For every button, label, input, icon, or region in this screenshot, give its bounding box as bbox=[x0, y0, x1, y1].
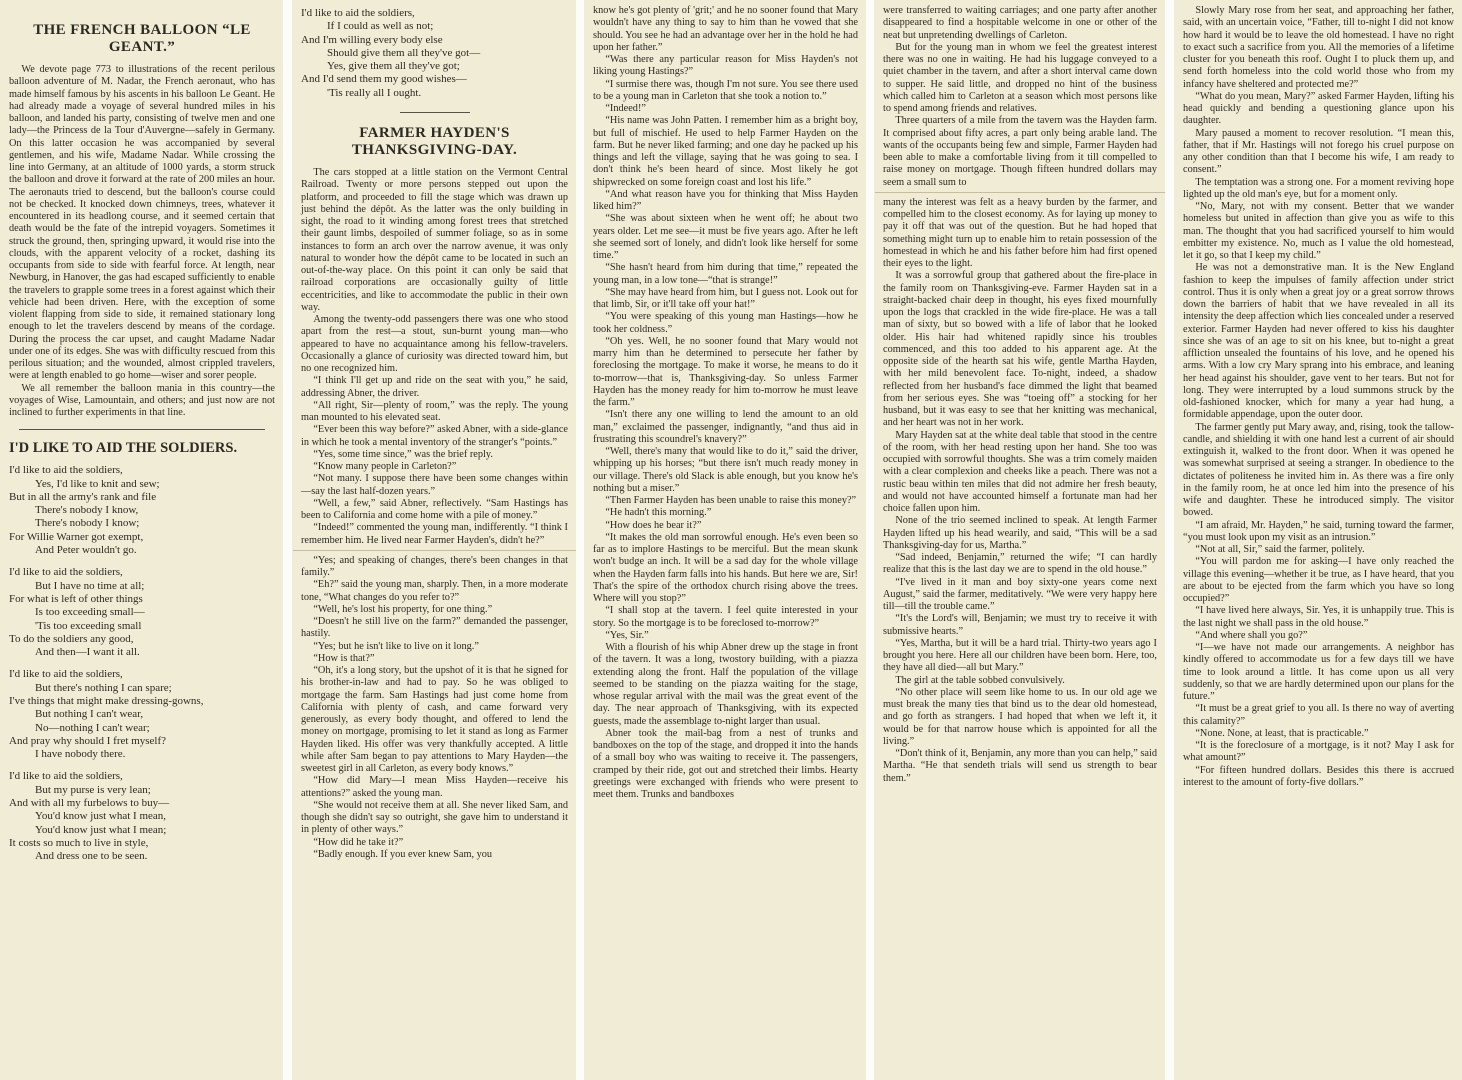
article-paragraph: Mary paused a moment to recover resolution. “I mean this, father, that if Mr. Hastings will not forego his cruel purpose on any other condition than that I become his wife, I am ready to consent.” bbox=[1183, 127, 1454, 176]
poem-stanza bbox=[301, 7, 568, 100]
article-paragraph: “For fifteen hundred dollars. Besides this there is accrued interest to the amount of forty-five dollars.” bbox=[1183, 764, 1454, 788]
article-paragraph: The cars stopped at a little station on the Vermont Central Railroad. Twenty or more persons stepped out upon the platform, and proceeded to fill the stage which was drawn up just behind the dépôt. As the latter was the only building in sight, the road to it winding among forest trees that stretched their gaunt limbs, despoiled of summer foliage, so as in some instances to form an arch over the narrow avenue, it was only natural to wonder how the dépôt came to be located in such an out-of-the-way place. On this point it can only be said that railroad corporations are occasionally guilty of little eccentricities, and like to accommodate the public in their own way. bbox=[301, 167, 568, 313]
article-paragraph: “How did he take it?” bbox=[313, 836, 404, 848]
poem-line: I've things that might make dressing-gowns, bbox=[9, 695, 204, 707]
poem-line: If I could as well as not; bbox=[327, 20, 434, 33]
article-paragraph: “I've lived in it man and boy sixty-one years come next August,” said the farmer, meditatively. “We were very happy here till—till the trouble came.” bbox=[883, 576, 1157, 612]
poem-line: For what is left of other things bbox=[9, 592, 143, 605]
article-paragraph: “Yes, some time since,” was the brief reply. bbox=[313, 448, 493, 460]
article-paragraph: It was a sorrowful group that gathered about the fire-place in the family room on Thanksgiving-eve. Farmer Hayden sat in a straight-backed chair deep in thought, his eyes fixed mournfully upon the logs that crackled in the wide fire-place. He was a tall man of sixty, but so bowed with a life of labor that he looked older. His hair had whitened rapidly since his troubles commenced, and this too added to his apparent age. At the opposite side of the hearth sat his wife, gentle Martha Hayden, with her mild benevolent face. To-night, indeed, a shadow reflected from her husband's face dimmed the light that beamed from her serious eyes. She was “toeing off” a stocking for her husband, but it was easy to see that her knitting was mechanical, and her heart was not in her work. bbox=[883, 270, 1157, 429]
article-paragraph: “She may have heard from him, but I guess not. Look out for that limb, Sir, or it'll take off your hat!” bbox=[593, 286, 858, 310]
article-paragraph: Slowly Mary rose from her seat, and approaching her father, said, with an uncertain voice, “Father, till to-night I did not know how hard it would be to leave the old homestead. I have no right to exact such a sacrifice from you. All the memories of a lifetime cluster for you beneath this roof. Ought I to pluck them up, and send forth homeless into the cold world those who from my infancy have sheltered and protected me?” bbox=[1183, 5, 1454, 90]
poem-line: Yes, give them all they've got; bbox=[327, 60, 460, 73]
article-paragraph: “Yes, Sir.” bbox=[605, 629, 649, 641]
poem-line: But in all the army's rank and file bbox=[9, 490, 157, 503]
poem-line: I'd like to aid the soldiers, bbox=[9, 566, 123, 579]
article-paragraph: “No other place will seem like home to us. In our old age we must break the many ties that bind us to the dear old homestead, and go forth as strangers. I had hoped that when we left it, it would be for that narrow house which is appointed for all the living.” bbox=[883, 686, 1157, 747]
article-paragraph: “Don't think of it, Benjamin, any more than you can help,” said Martha. “He that sendeth trials will send us strength to bear them.” bbox=[883, 748, 1157, 784]
article-paragraph: “Yes, Martha, but it will be a hard trial. Thirty-two years ago I brought you here. Here all our children have been born. Here, too, they have all died—all but Mary.” bbox=[883, 637, 1157, 674]
poem-line: To do the soldiers any good, bbox=[9, 632, 134, 645]
article-paragraph: “Isn't there any one willing to lend the amount to an old man,” exclaimed the passenger, indignantly, “and thus aid in frustrating this scoundrel's knavery?” bbox=[593, 409, 858, 445]
article-paragraph: “Know many people in Carleton?” bbox=[313, 461, 457, 473]
article-paragraph: “Well, a few,” said Abner, reflectively. “Sam Hastings has been to California and come home with a pile of money.” bbox=[301, 497, 568, 522]
column-gap bbox=[866, 0, 874, 1080]
article-paragraph: “Badly enough. If you ever knew Sam, you bbox=[313, 848, 493, 860]
article-paragraph: “All right, Sir—plenty of room,” was the reply. The young man mounted to his elevated seat. bbox=[301, 399, 568, 424]
article-paragraph: “Not many. I suppose there have been some changes within—say the last half-dozen years.” bbox=[301, 473, 568, 497]
article-paragraph: “Well, he's lost his property, for one thing.” bbox=[313, 603, 493, 615]
article-paragraph: With a flourish of his whip Abner drew up the stage in front of the tavern. It was a long, twostory building, with a piazza extending along the front. Half the population of the village seemed to be standing on the piazza waiting for the stage, whose regular arrival with the mail was the great event of the day. The near approach of Thanksgiving, with its expected guests, made the assemblage to-night larger than usual. bbox=[593, 642, 858, 727]
article-paragraph: “I shall stop at the tavern. I feel quite interested in your story. So the mortgage is to be foreclosed to-morrow?” bbox=[593, 605, 858, 629]
article-paragraph: “Oh yes. Well, he no sooner found that Mary would not marry him than he determined to persecute her father by foreclosing the mortgage. To make it worse, he means to do it to-morrow—that is, Thanksgiving-day. So unless Farmer Hayden has the money ready for him to-morrow he must leave the farm.” bbox=[593, 335, 858, 408]
poem-line: I'd like to aid the soldiers, bbox=[9, 668, 123, 681]
poem-line: And dress one to be seen. bbox=[35, 850, 148, 863]
poem-line: But my purse is very lean; bbox=[35, 783, 151, 796]
article-paragraph: “It's the Lord's will, Benjamin; we must try to receive it with submissive hearts.” bbox=[883, 613, 1157, 637]
column-gap bbox=[576, 0, 584, 1080]
poem-stanza bbox=[9, 464, 275, 557]
article-paragraph: The temptation was a strong one. For a moment reviving hope lighted up the old man's eye, but for a moment only. bbox=[1183, 176, 1454, 200]
poem-stanza bbox=[9, 770, 275, 863]
article-paragraph: “Ever been this way before?” asked Abner, with a side-glance in which he took a mental inventory of the stranger's “points.” bbox=[301, 424, 568, 448]
poem-line: And with all my furbelows to buy— bbox=[9, 797, 170, 810]
article-paragraph: “I have lived here always, Sir. Yes, it is unhappily true. This is the last night we shall pass in the old house.” bbox=[1183, 605, 1454, 629]
article-paragraph: “I think I'll get up and ride on the seat with you,” he said, addressing Abner, the driver. bbox=[301, 375, 568, 399]
article-paragraph: “Sad indeed, Benjamin,” returned the wife; “I can hardly realize that this is the last day we are to spend in the old house.” bbox=[883, 552, 1157, 576]
article-paragraph: The farmer gently put Mary away, and, rising, took the tallow-candle, and shielding it with one hand lest a current of air should extinguish it, walked to the front door. When it was opened he was somewhat surprised at seeing a stranger. In obedience to the dictates of politeness he invited him in. As there was a fire only in the family room, he at once led him into the presence of his wife and daughter. These he introduced simply. The visitor bowed. bbox=[1183, 421, 1454, 519]
poem-line: But nothing I can't wear, bbox=[35, 708, 144, 721]
poem-line: And pray why should I fret myself? bbox=[9, 734, 167, 747]
article-paragraph: “And what reason have you for thinking that Miss Hayden liked him?” bbox=[593, 188, 858, 212]
poem-line: Should give them all they've got— bbox=[327, 46, 481, 59]
poem-line: 'Tis too exceeding small bbox=[35, 619, 142, 632]
article-headline: THE FRENCH BALLOON “LE GEANT.” bbox=[33, 22, 251, 55]
article-paragraph: “Indeed!” bbox=[605, 103, 646, 114]
column-4 bbox=[874, 0, 1165, 1080]
article-paragraph: “And where shall you go?” bbox=[1195, 629, 1308, 641]
poem-line: I'd like to aid the soldiers, bbox=[301, 7, 415, 19]
article-paragraph: “She was about sixteen when he went off; he about two years older. Let me see—it must be five years ago. After he left she seemed sort of lonely, and didn't look like herself for some time.” bbox=[593, 213, 858, 261]
poem-line: You'd know just what I mean, bbox=[35, 810, 167, 823]
article-paragraph: “Oh, it's a long story, but the upshot of it is that he signed for his brother-in-law and had to pay. So he was obliged to mortgage the farm. Sam Hastings had just come home from California with plenty of cash, and came forward very generously, as every body thought, and offered to lend the money on mortgage, promising to let it stand as long as Farmer Hayden liked. His offer was very thankfully accepted. A little while after Sam began to pay attentions to Mary Hayden—the sweetest girl in all Carleton, as every body knows.” bbox=[301, 665, 568, 775]
article-paragraph: “No, Mary, not with my consent. Better that we wander homeless but united in affection than give you as wife to this man. The thought that you had sacrificed yourself to him would embitter my existence. No, much as I value the old homestead, let it go, so that I keep my child.” bbox=[1183, 201, 1454, 261]
article-paragraph: “I—we have not made our arrangements. A neighbor has kindly offered to accommodate us for a few days till we have time to look around a little. It has come upon us all very suddenly, so that we are hardly determined upon our plans for the future.” bbox=[1183, 642, 1454, 702]
poem-stanza bbox=[9, 566, 275, 659]
article-paragraph: He was not a demonstrative man. It is the New England fashion to keep the impulses of family affection under strict control. Thus it is only when a great joy or a great sorrow throws down the barriers of habit that we have revealed in all its intensity the deep affection which lies concealed under a reserved exterior. Farmer Hayden had never offered to kiss his daughter since she was of an age to sit on his knee, but to-night a great affliction unsealed the fountains of his love, and he opened his arms. With a low cry Mary sprang into his embrace, and leaning her head against his shoulder, gave vent to her tears. But not for long. They were interrupted by a loud summons struck by the old-fashioned knocker, which for many a year had hung, a formidable appendage, upon the outer door. bbox=[1183, 262, 1454, 421]
article-paragraph: “It makes the old man sorrowful enough. He's even been so far as to implore Hastings to be merciful. But the mean skunk won't budge an inch. It will be a sad day for the whole village when the Hayden farm falls into his hands. But here we are, Sir! That's the spire of the orthodox church rising above the trees. Where will you stop?” bbox=[593, 531, 858, 604]
poem-line: No—nothing I can't wear; bbox=[35, 721, 150, 734]
article-paragraph: “She hasn't heard from him during that time,” repeated the young man, in a low tone—“that is strange!” bbox=[593, 262, 858, 286]
article-headline: I'D LIKE TO AID THE SOLDIERS. bbox=[9, 440, 238, 457]
poem-stanza bbox=[9, 668, 275, 761]
article-paragraph: “You were speaking of this young man Hastings—how he took her coldness.” bbox=[593, 311, 858, 335]
article-paragraph: “Not at all, Sir,” said the farmer, politely. bbox=[1195, 544, 1365, 555]
article-paragraph: “He hadn't this morning.” bbox=[605, 507, 712, 519]
article-paragraph: “Was there any particular reason for Miss Hayden's not liking young Hastings?” bbox=[593, 54, 858, 78]
article-headline: FARMER HAYDEN'S THANKSGIVING-DAY. bbox=[351, 125, 518, 159]
article-paragraph: Three quarters of a mile from the tavern was the Hayden farm. It comprised about fifty acres, a part only being arable land. The wants of the occupants being few and simple, Farmer Hayden had been able to make a comfortable living from it till compelled to raise money on mortgage. Though fifteen hundred dollars may seem a small sum to bbox=[883, 115, 1157, 188]
poem-line: It costs so much to live in style, bbox=[9, 836, 149, 849]
article-paragraph: “None. None, at least, that is practicable.” bbox=[1195, 727, 1369, 739]
article-paragraph: “I am afraid, Mr. Hayden,” he said, turning toward the farmer, “you must look upon my visit as an intrusion.” bbox=[1183, 519, 1454, 543]
clipping-seam bbox=[875, 192, 1165, 193]
article-paragraph: We all remember the balloon mania in this country—the voyages of Wise, Lamountain, and others; and just now are not inclined to further experiments in that line. bbox=[9, 382, 275, 418]
poem-line: I have nobody there. bbox=[35, 748, 126, 761]
article-paragraph: “It is the foreclosure of a mortgage, is it not? May I ask for what amount?” bbox=[1183, 740, 1454, 764]
article-paragraph: know he's got plenty of 'grit;' and he no sooner found that Mary wouldn't have any thing to say to him than he vowed that she should. You see he had an advantage over her in the hold he had upon her father.” bbox=[593, 5, 858, 53]
article-paragraph: “Eh?” said the young man, sharply. Then, in a more moderate tone, “What changes do you refer to?” bbox=[301, 579, 568, 603]
poem-line: And Peter wouldn't go. bbox=[35, 544, 137, 557]
article-paragraph: Among the twenty-odd passengers there was one who stood apart from the rest—a stout, sun-burnt young man—who appeared to have no acquaintance among his fellow-travelers. Occasionally a glance of curiosity was directed toward him, but no one recognized him. bbox=[301, 314, 568, 375]
article-paragraph: “Doesn't he still live on the farm?” demanded the passenger, hastily. bbox=[301, 616, 568, 640]
column-1 bbox=[0, 0, 283, 1080]
article-paragraph: “What do you mean, Mary?” asked Farmer Hayden, lifting his head quickly and bending a questioning glance upon his daughter. bbox=[1183, 90, 1454, 127]
poem-line: Is too exceeding small— bbox=[35, 606, 145, 619]
poem-line: You'd know just what I mean; bbox=[35, 823, 167, 836]
article-paragraph: “It must be a great grief to you all. Is there no way of averting this calamity?” bbox=[1183, 703, 1454, 727]
clipping-seam bbox=[293, 550, 576, 551]
column-gap bbox=[1165, 0, 1174, 1080]
column-2 bbox=[292, 0, 576, 1080]
poem-line: And then—I want it all. bbox=[35, 646, 140, 659]
article-paragraph: “I surmise there was, though I'm not sure. You see there used to be a young man in Carleton that she took a notion to.” bbox=[593, 78, 858, 102]
poem-line: But there's nothing I can spare; bbox=[35, 681, 172, 694]
column-5 bbox=[1174, 0, 1462, 1080]
poem-line: 'Tis really all I ought. bbox=[327, 86, 422, 99]
article-paragraph: “Then Farmer Hayden has been unable to raise this money?” bbox=[605, 495, 857, 506]
article-paragraph: “Yes; and speaking of changes, there's been changes in that family.” bbox=[301, 554, 568, 579]
article-paragraph: many the interest was felt as a heavy burden by the farmer, and compelled him to the closest economy. As for laying up money to pay it off that was out of the question. But he had hoped that something might turn up to enable him to retain possession of the homestead in which he and his father before him had first opened their eyes to the light. bbox=[883, 196, 1157, 269]
section-divider bbox=[400, 112, 470, 113]
poem-line: I'd like to aid the soldiers, bbox=[9, 770, 123, 783]
poem-line: And I'd send them my good wishes— bbox=[301, 73, 467, 86]
article-paragraph: “How is that?” bbox=[313, 652, 375, 664]
article-paragraph: But for the young man in whom we feel the greatest interest there was no one in waiting. He had his luggage conveyed to a quiet chamber in the tavern, and after a short interval came down to supper. He said little, and dropped no hint of the business which called him to Carleton at a season which most persons like to spend among friends and relatives. bbox=[883, 41, 1157, 114]
section-divider bbox=[19, 429, 265, 430]
article-paragraph: “Yes; but he isn't like to live on it long.” bbox=[313, 640, 479, 652]
column-gap bbox=[283, 0, 292, 1080]
article-paragraph: The girl at the table sobbed convulsively. bbox=[895, 674, 1065, 686]
poem-line: And I'm willing every body else bbox=[301, 33, 443, 46]
article-paragraph: “She would not receive them at all. She never liked Sam, and though she didn't say so outright, she gave him to understand it in plenty of other ways.” bbox=[301, 799, 568, 836]
poem-line: I'd like to aid the soldiers, bbox=[9, 464, 123, 477]
article-paragraph: Abner took the mail-bag from a nest of trunks and bandboxes on the top of the stage, and dropped it into the hands of a small boy who was waiting to receive it. The passengers, cramped by their ride, got out and stretched their limbs. Hearty greetings were exchanged with friends who were present to meet them. Trunks and bandboxes bbox=[593, 727, 858, 800]
poem-line: But I have no time at all; bbox=[35, 579, 145, 592]
poem-line: Yes, I'd like to knit and sew; bbox=[35, 477, 160, 490]
article-paragraph: “You will pardon me for asking—I have only reached the village this evening—whether it be true, as I have heard, that you are about to be ejected from the farm which you have so long occupied?” bbox=[1183, 556, 1454, 604]
poem-line: There's nobody I know, bbox=[35, 504, 139, 517]
poem-line: For Willie Warner got exempt, bbox=[9, 530, 144, 543]
article-paragraph: “His name was John Patten. I remember him as a bright boy, but full of mischief. He used to help Farmer Hayden on the farm. But he never liked farming; and one day he packed up his things and left the village, saying that he was going to sea. I don't think he's been heard of since. Most likely he got shipwrecked on some foreign coast and lost his life.” bbox=[593, 115, 858, 188]
article-paragraph: “How did Mary—I mean Miss Hayden—receive his attentions?” asked the young man. bbox=[301, 775, 568, 799]
poem-line: There's nobody I know; bbox=[35, 517, 140, 530]
article-paragraph: “Well, there's many that would like to do it,” said the driver, whipping up his horses; “but there isn't much ready money in our village. There's old Slack is able enough, but you know he's nothing but a miser.” bbox=[593, 446, 858, 494]
article-paragraph: “How does he bear it?” bbox=[605, 519, 702, 531]
article-paragraph: “Indeed!” commented the young man, indifferently. “I think I remember him. He lived near Farmer Hayden's, didn't he?” bbox=[301, 522, 568, 546]
article-paragraph: Mary Hayden sat at the white deal table that stood in the centre of the room, with her head resting upon her hand. She too was occupied with sorrowful thoughts. She was a trim comely maiden with a clear complexion and cheeks like a peach. There was not a rustic beau within ten miles that did not admire her fresh beauty, and would not have accounted himself a fortunate man had her choice fallen upon him. bbox=[883, 429, 1157, 514]
column-3 bbox=[584, 0, 866, 1080]
article-paragraph: None of the trio seemed inclined to speak. At length Farmer Hayden lifted up his head wearily, and said, “This will be a sad Thanksgiving-day for us, Martha.” bbox=[883, 515, 1157, 551]
article-paragraph: were transferred to waiting carriages; and one party after another disappeared to find a hospitable welcome in one or other of the neat but unpretending dwellings of Carleton. bbox=[883, 5, 1157, 41]
article-paragraph: We devote page 773 to illustrations of the recent perilous balloon adventure of M. Nadar, the French aeronaut, who has made himself famous by his ascents in his balloon Le Geant. He had already made a voyage of several hundred miles in his balloon, and landed his party, consisting of twelve men and one lady—the Princess de la Tour d'Auvergne—safely in Germany. On this latter occasion he was accompanied by several gentlemen, and his wife, Madame Nadar. While crossing the line into Germany, at an altitude of 1000 yards, a storm struck the balloon and drove it forward at the rate of 200 miles an hour. The aeronauts tried to descend, but the balloon's course could not be checked. It knocked down chimneys, trees, whatever it encountered in its headlong course, and it seemed certain that death would be the fate of the intrepid voyagers. Sometimes it struck the ground, then, springing upward, it would rise into the clouds, with the apparent velocity of a rocket, dashing its occupants from side to side with fearful force. At length, near Newburg, in Hanover, the gas had escaped sufficiently to enable the travelers to grapple some trees in a forest against which their vehicle had been driven. Here, with the exception of some violent flapping from side to side, it remained stationary long enough to let the travelers descend by means of the cordage. During the process the car upset, and caught Madame Nadar under one of its edges. She was with difficulty rescued from this perilous situation; and the wounded, almost crippled travelers, were at length enabled to go home—wiser and sorer people. bbox=[9, 64, 275, 382]
